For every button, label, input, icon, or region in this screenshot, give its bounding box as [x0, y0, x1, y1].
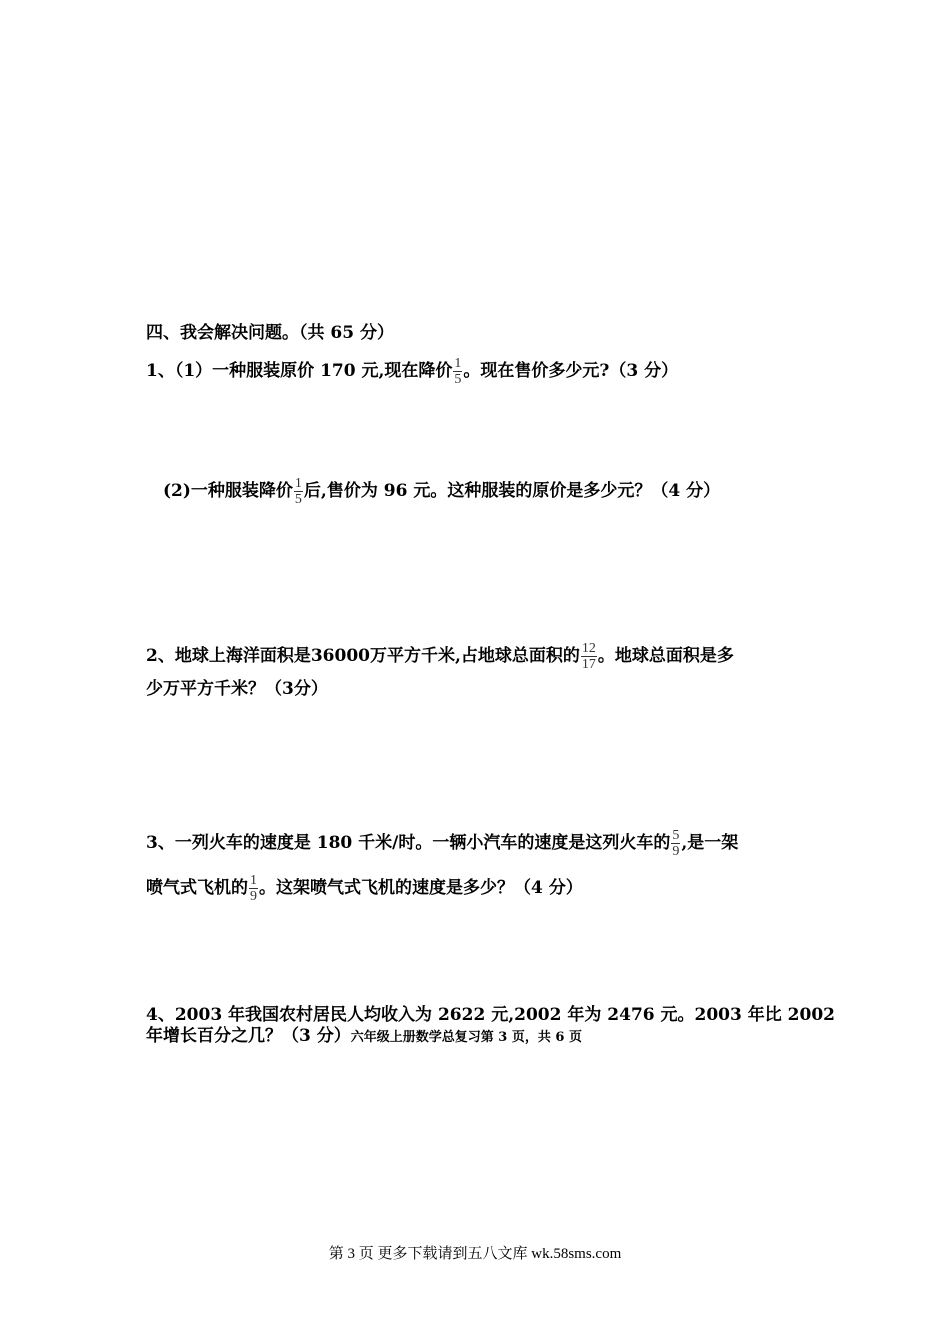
- fraction-numerator: 1: [294, 476, 302, 491]
- q1-part2-text-before: (2)一种服装降价: [163, 481, 293, 501]
- question-1-part-1: [146, 356, 678, 387]
- footer-text: 第 3 页 更多下载请到五八文库 wk.58sms.com: [328, 1246, 622, 1262]
- q2-text-line2: 少万平方千米？（3分）: [146, 679, 328, 699]
- page-footer: [0, 1244, 950, 1264]
- q1-part2-fraction: [294, 476, 303, 507]
- q2-text-before: 2、地球上海洋面积是36000万平方千米,占地球总面积的: [146, 646, 580, 666]
- fraction-numerator: 5: [672, 828, 680, 843]
- section-heading: [146, 321, 394, 345]
- q3-text-line2-before: 喷气式飞机的: [146, 878, 248, 898]
- page-note: 六年级上册数学总复习第 3 页，共 6 页: [350, 1030, 582, 1045]
- q2-text-after: 。地球总面积是多: [597, 646, 734, 666]
- q1-part1-fraction: [453, 356, 462, 387]
- question-2-line-2: [146, 677, 328, 701]
- q1-part1-text-before: 1、（1）一种服装原价 170 元,现在降价: [146, 361, 453, 381]
- section-heading-text: 四、我会解决问题。（共 65 分）: [146, 323, 394, 343]
- fraction-denominator: 9: [250, 889, 257, 904]
- question-2-line-1: [146, 641, 734, 672]
- q1-part1-text-after: 。现在售价多少元?（3 分）: [463, 361, 679, 381]
- q1-part2-text-after: 后,售价为 96 元。这种服装的原价是多少元？（4 分）: [303, 481, 721, 501]
- fraction-denominator: 9: [672, 844, 680, 859]
- fraction-denominator: 17: [581, 657, 596, 672]
- q3-text-mid: ,是一架: [681, 833, 739, 853]
- question-3-line-2: [146, 873, 583, 904]
- fraction-denominator: 5: [454, 372, 462, 387]
- q3-text-before: 3、一列火车的速度是 180 千米/时。一辆小汽车的速度是这列火车的: [146, 833, 671, 853]
- question-3-line-1: [146, 828, 738, 859]
- q4-text-line1: 4、2003 年我国农村居民人均收入为 2622 元,2002 年为 2476 元。2003 年比 2002: [146, 1005, 835, 1025]
- q3-text-line2-after: 。这架喷气式飞机的速度是多少？（4 分）: [259, 878, 583, 898]
- q4-text-line2: 年增长百分之几？（3 分）: [146, 1026, 351, 1046]
- q3-fraction-2: [249, 873, 258, 904]
- question-1-part-2: [163, 476, 720, 507]
- fraction-numerator: 1: [250, 873, 257, 888]
- fraction-numerator: 12: [581, 641, 596, 656]
- q2-fraction: [581, 641, 597, 672]
- q3-fraction-1: [671, 828, 680, 859]
- question-4-line-2: [146, 1024, 582, 1050]
- fraction-numerator: 1: [454, 356, 462, 371]
- fraction-denominator: 5: [294, 492, 302, 507]
